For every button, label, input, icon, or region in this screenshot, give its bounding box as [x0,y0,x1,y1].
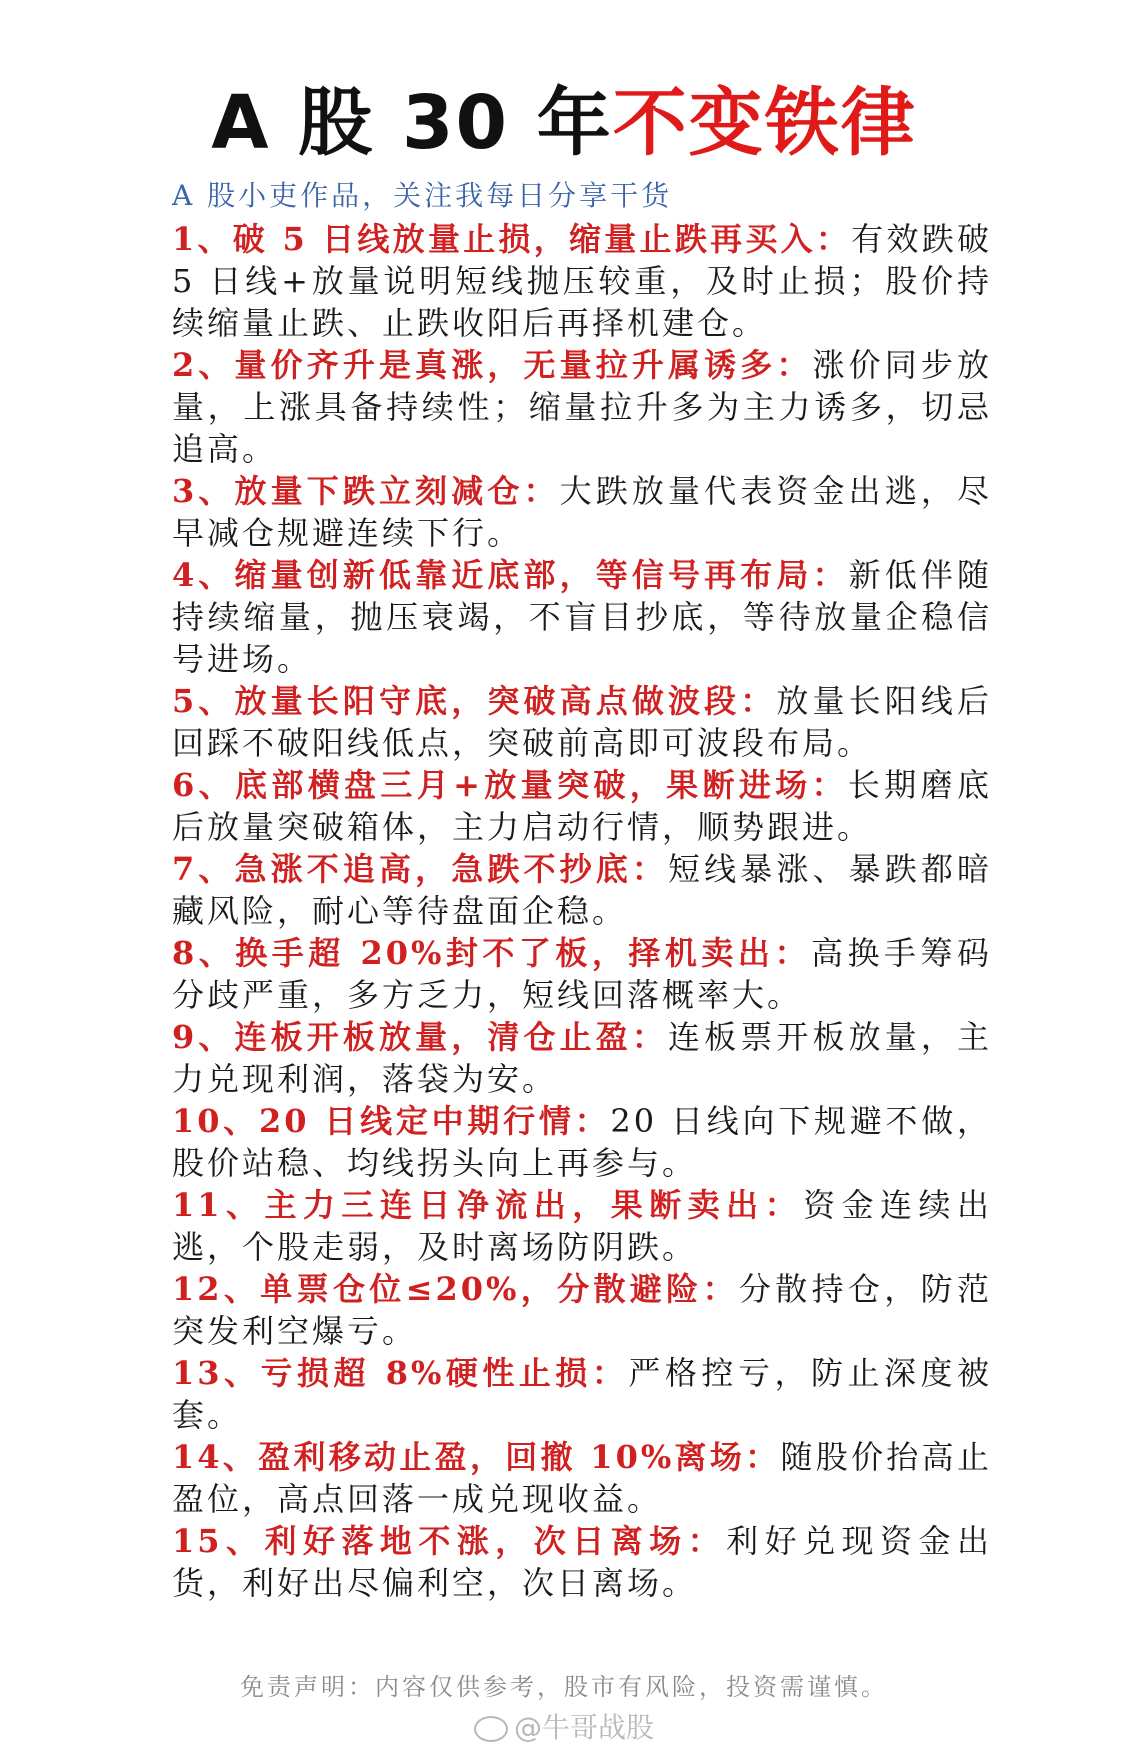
rule-item-13 [172,1352,992,1436]
rule-item-4 [172,554,992,680]
rule-item-14 [172,1436,992,1520]
rule-body: 放量长阳线后回踩不破阳线低点，突破前高即可波段布局。 [172,682,992,762]
disclaimer: 免责声明：内容仅供参考，股市有风险，投资需谨慎。 [240,1673,888,1701]
rule-body: 随股价抬高止盈位，高点回落一成兑现收益。 [172,1438,992,1518]
rule-head: 11、主力三连日净流出，果断卖出： [172,1186,804,1224]
rule-item-8 [172,932,992,1016]
rule-head: 13、亏损超 8%硬性止损： [172,1354,629,1392]
rule-body: 新低伴随持续缩量，抛压衰竭，不盲目抄底，等待放量企稳信号进场。 [172,556,992,678]
rule-head: 12、单票仓位≤20%，分散避险： [172,1270,739,1308]
rule-body: 有效跌破 5 日线+放量说明短线抛压较重，及时止损；股价持续缩量止跌、止跌收阳后再择机建仓。 [172,220,992,342]
rule-head: 4、缩量创新低靠近底部，等信号再布局： [172,556,849,594]
rule-body: 分散持仓，防范突发利空爆亏。 [172,1270,992,1350]
rule-item-1 [172,218,992,344]
rule-head: 9、连板开板放量，清仓止盈： [172,1018,668,1056]
rule-body: 连板票开板放量，主力兑现利润，落袋为安。 [172,1018,992,1098]
rule-item-6 [172,764,992,848]
rule-head: 3、放量下跌立刻减仓： [172,472,560,510]
page-title [0,78,1128,168]
rule-item-9 [172,1016,992,1100]
rule-item-2 [172,344,992,470]
rule-item-12 [172,1268,992,1352]
rule-item-10 [172,1100,992,1184]
rule-item-5 [172,680,992,764]
rule-body: 20 日线向下规避不做，股价站稳、均线拐头向上再参与。 [172,1102,992,1182]
rule-item-3 [172,470,992,554]
rule-body: 资金连续出逃，个股走弱，及时离场防阴跌。 [172,1186,992,1266]
watermark-text: @牛哥战股 [513,1711,654,1744]
rule-head: 2、量价齐升是真涨，无量拉升属诱多： [172,346,813,384]
rule-head: 5、放量长阳守底，突破高点做波段： [172,682,777,720]
rule-body: 严格控亏，防止深度被套。 [172,1354,992,1434]
rule-body: 短线暴涨、暴跌都暗藏风险，耐心等待盘面企稳。 [172,850,992,930]
rule-item-15 [172,1520,992,1604]
subtitle: A 股小吏作品，关注我每日分享干货 [172,179,673,212]
rule-head: 14、盈利移动止盈，回撤 10%离场： [172,1438,781,1476]
weibo-icon [474,1716,508,1742]
rule-head: 7、急涨不追高，急跌不抄底： [172,850,668,888]
title-part2: 不变铁律 [612,80,917,166]
rule-body: 利好兑现资金出货，利好出尽偏利空，次日离场。 [172,1522,992,1602]
rule-item-11 [172,1184,992,1268]
title-part1: A 股 30 年 [211,80,613,166]
rule-item-7 [172,848,992,932]
rule-head: 15、利好落地不涨，次日离场： [172,1522,727,1560]
rule-body: 长期磨底后放量突破箱体，主力启动行情，顺势跟进。 [172,766,992,846]
watermark [0,1710,1128,1746]
rule-head: 8、换手超 20%封不了板，择机卖出： [172,934,811,972]
rule-head: 1、破 5 日线放量止损，缩量止跌再买入： [172,220,852,258]
rule-body: 涨价同步放量，上涨具备持续性；缩量拉升多为主力诱多，切忌追高。 [172,346,992,468]
rules-list [172,218,992,1604]
rule-body: 高换手筹码分歧严重，多方乏力，短线回落概率大。 [172,934,992,1014]
rule-head: 6、底部横盘三月+放量突破，果断进场： [172,766,848,804]
rule-head: 10、20 日线定中期行情： [172,1102,611,1140]
rule-body: 大跌放量代表资金出逃，尽早减仓规避连续下行。 [172,472,992,552]
